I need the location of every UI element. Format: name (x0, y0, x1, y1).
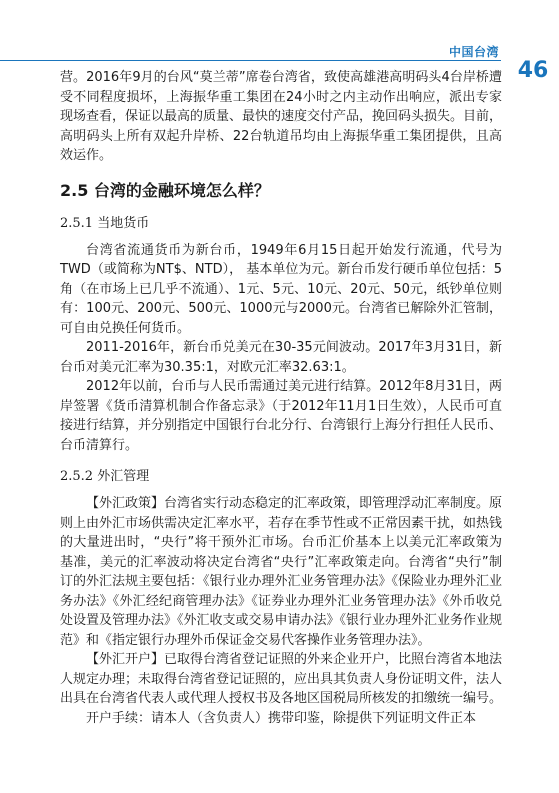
page-header (0, 0, 559, 60)
paragraph-fx-policy: 【外汇政策】台湾省实行动态稳定的汇率政策，即管理浮动汇率制度。原则上由外汇市场供需决定汇率水平，若存在季节性或不正常因素干扰，如热钱的大量进出时，“央行”将干预外汇市场。台币汇价基本上以美元汇率政策为基准，美元的汇率波动将决定台湾省“央行”汇率政策走向。台湾省“央行”制订的外汇法规主要包括：《银行业办理外汇业务管理办法》《保险业办理外汇业务办法》《外汇经纪商管理办法》《证券业办理外汇业务管理办法》《外币收兑处设置及管理办法》《外汇收支或交易申请办法》《银行业办理外汇业务作业规范》和《指定银行办理外币保证金交易代客操作业务管理办法》。 (60, 496, 503, 648)
paragraph-intro: 营。2016年9月的台风“莫兰蒂”席卷台湾省，致使高雄港高明码头4台岸桥遭受不同程度损坏，上海振华重工集团在24小时之内主动作出响应，派出专家现场查看，保证以最高的质量、最快的速度交付产品，挽回码头损失。目前，高明码头上所有双起升岸桥、22台轨道吊均由上海振华重工集团提供，且高效运作。 (60, 70, 503, 163)
paragraph-fx-procedure: 开户手续：请本人（含负责人）携带印鉴，除提供下列证明文件正本 (86, 710, 477, 726)
page-number-box (507, 42, 559, 98)
subsection-title-2-5-2: 2.5.2 外汇管理 (60, 469, 150, 484)
section-label: 中国台湾 (448, 45, 499, 59)
page-body (60, 68, 502, 728)
page-number: 46 (517, 57, 549, 83)
paragraph-fx-account: 【外汇开户】已取得台湾省登记证照的外来企业开户，比照台湾省本地法人规定办理；未取得台湾省登记证照的，应出具其负责人身份证明文件，法人出具在台湾省代表人或代理人授权书及各地区国税局所核发的扣缴统一编号。 (60, 652, 503, 706)
section-title-2-5: 2.5 台湾的金融环境怎么样？ (60, 180, 270, 200)
paragraph-currency-3: 2012年以前，台币与人民币需通过美元进行结算。2012年8月31日，两岸签署《货币清算机制合作备忘录》（于2012年11月1日生效），人民币可直接进行结算，并分别指定中国银行台北分行、台湾银行上海分行担任人民币、台币清算行。 (60, 379, 503, 453)
subsection-title-2-5-1: 2.5.1 当地货币 (60, 215, 150, 231)
paragraph-currency-1: 台湾省流通货币为新台币，1949年6月15日起开始发行流通，代号为TWD（或简称为NT$、NTD）， 基本单位为元。新台币发行硬币单位包括：5角（在市场上已几乎不流通）、1元、5元、10元、20元、50元，纸钞单位则有：100元、200元、500元、1000元与2000元。台湾省已解除外汇管制，可自由兑换任何货币。 (60, 242, 502, 336)
header-rule (0, 60, 501, 61)
paragraph-currency-2: 2011-2016年，新台币兑美元在30-35元间波动。2017年3月31日，新台币对美元汇率为30.35:1，对欧元汇率32.63:1。 (60, 340, 502, 375)
